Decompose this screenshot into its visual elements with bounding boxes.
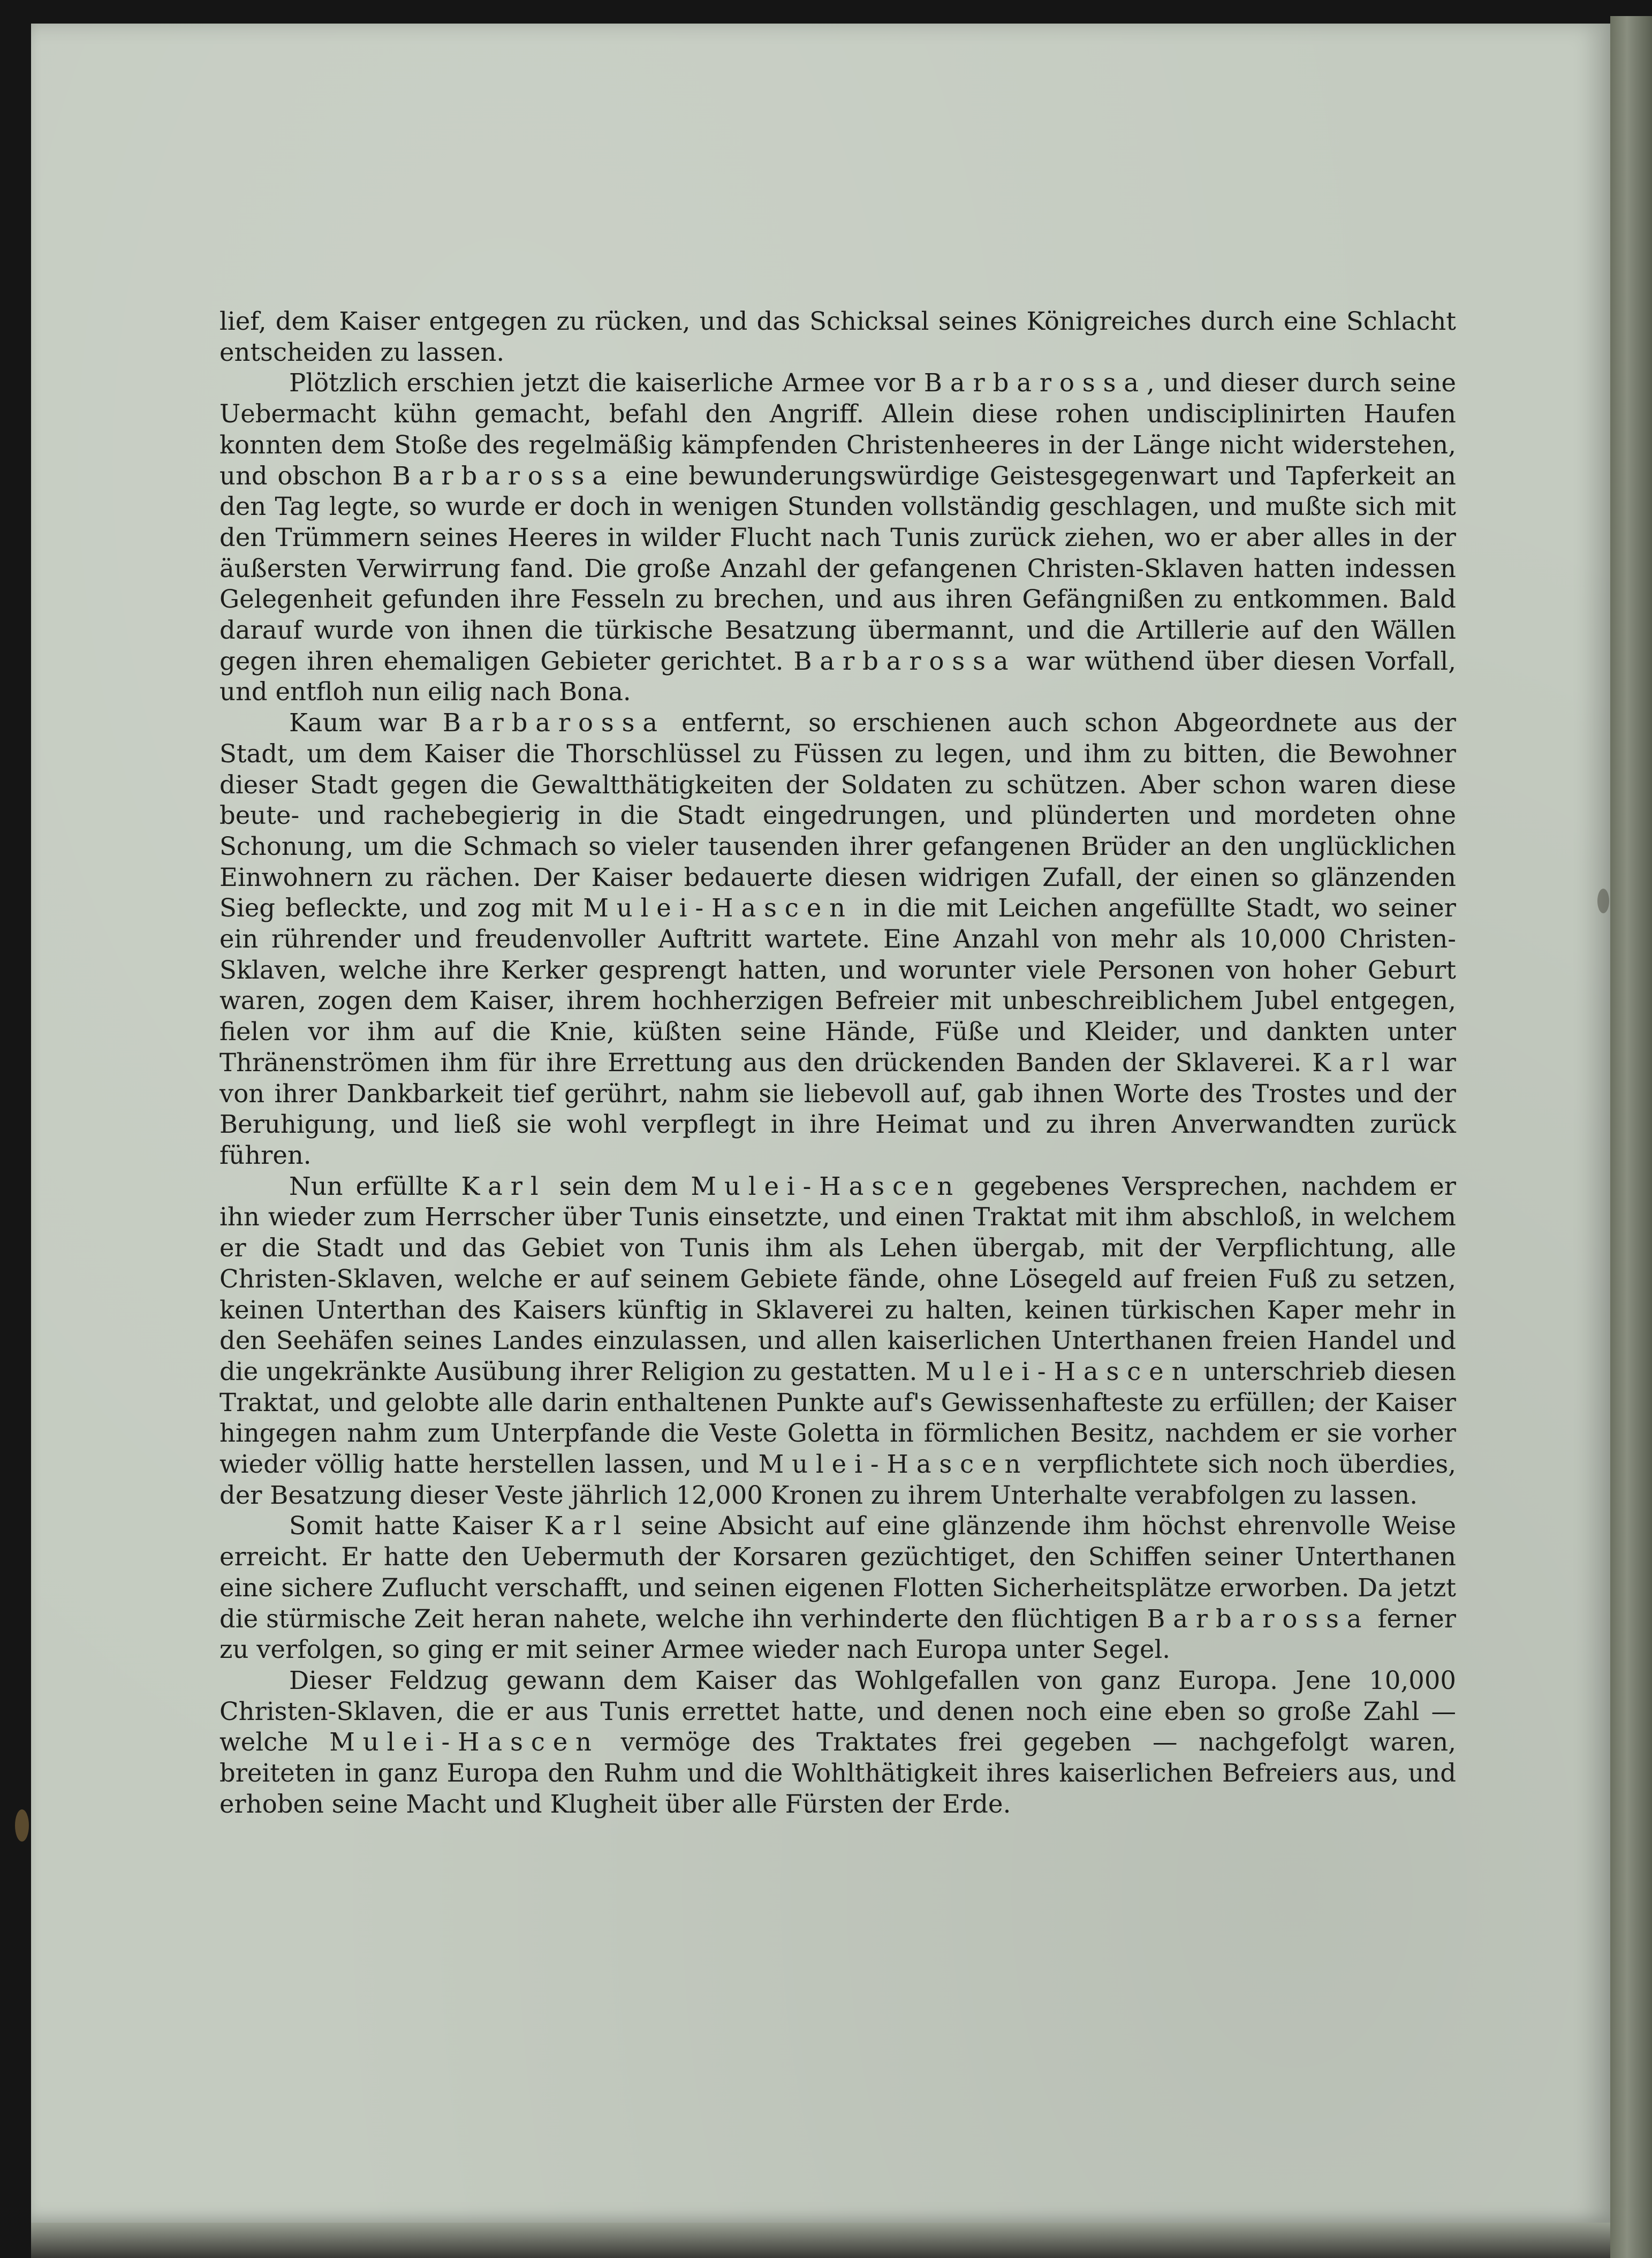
body-text bbox=[219, 306, 1456, 1820]
paragraph bbox=[219, 368, 1456, 708]
text-run: vermöge des Traktates frei gegeben — nachgefolgt waren, breiteten in ganz Europa den Ruhm und die Wohlthätigkeit ihres kaiserlichen Befreiers aus, und erhoben seine Macht und Klugheit über alle Fürsten der Erde. bbox=[219, 1727, 1456, 1818]
spaced-name: Mulei-Hascen bbox=[691, 1171, 961, 1201]
paragraph bbox=[219, 306, 1456, 368]
text-run: Dieser Feldzug gewann dem Kaiser das Wohlgefallen von ganz Europa. Jene 10,000 Christen-Sklaven, die er aus Tunis errettet hatte, und denen noch eine eben so große Zahl — welche bbox=[219, 1665, 1456, 1757]
bottom-edge bbox=[31, 2223, 1610, 2258]
text-run: gegebenes Versprechen, nachdem er ihn wieder zum Herrscher über Tunis einsetzte, und einen Traktat mit ihm abschloß, in welchem er die Stadt und das Gebiet von Tunis ihm als Lehen übergab, mit der Verpflichtung, alle Christen-Sklaven, welche er auf seinem Gebiete fände, ohne Lösegeld auf freien Fuß zu setzen, keinen Unterthan des Kaisers künftig in Sklaverei zu halten, keinen türkischen Kaper mehr in den Seehäfen seines Landes einzulassen, und allen kaiserlichen Unterthanen freien Handel und die ungekränkte Ausübung ihrer Religion zu gestatten. bbox=[219, 1171, 1456, 1386]
paragraph bbox=[219, 1665, 1456, 1820]
text-run: war von ihrer Dankbarkeit tief gerührt, nahm sie liebevoll auf, gab ihnen Worte des Trostes und der Beruhigung, und ließ sie wohl verpflegt in ihre Heimat und zu ihren Anverwandten zurück führen. bbox=[219, 1048, 1456, 1170]
spaced-name: Mulei-Hascen bbox=[925, 1357, 1196, 1386]
text-run: Kaum war bbox=[289, 708, 443, 738]
text-run: war wüthend über diesen Vorfall, und entfloh nun eilig nach Bona. bbox=[219, 646, 1456, 707]
spaced-name: Karl bbox=[1312, 1048, 1398, 1077]
paper-blemish bbox=[1597, 889, 1609, 913]
spaced-name: Barbarossa bbox=[793, 646, 1017, 676]
ink-stain bbox=[15, 1809, 29, 1842]
text-run: ferner zu verfolgen, so ging er mit seiner Armee wieder nach Europa unter Segel. bbox=[219, 1604, 1456, 1664]
paragraph bbox=[219, 708, 1456, 1171]
text-run: , und dieser durch seine Uebermacht kühn gemacht, befahl den Angriff. Allein diese rohen undisciplinirten Haufen konnten dem Stoße des regelmäßig kämpfenden Christenheeres in der Länge nicht widerstehen, und obschon bbox=[219, 368, 1456, 490]
text-run: Nun erfüllte bbox=[289, 1171, 461, 1201]
text-run: sein dem bbox=[546, 1171, 691, 1201]
text-run: lief, dem Kaiser entgegen zu rücken, und das Schicksal seines Königreiches durch eine Schlacht entscheiden zu lassen. bbox=[219, 307, 1456, 367]
spaced-name: Barbarossa bbox=[392, 461, 615, 490]
text-run: Somit hatte Kaiser bbox=[289, 1511, 544, 1541]
text-run: seine Absicht auf eine glänzende ihm höchst ehrenvolle Weise erreicht. Er hatte den Uebermuth der Korsaren gezüchtiget, den Schiffen seiner Unterthanen eine sichere Zuflucht verschafft, und seinen eigenen Flotten Sicherheitsplätze erworben. Da jetzt die stürmische Zeit heran nahete, welche ihn verhinderte den flüchtigen bbox=[219, 1511, 1456, 1633]
spaced-name: Barbarossa bbox=[1147, 1604, 1370, 1633]
text-run: verpflichtete sich noch überdies, der Besatzung dieser Veste jährlich 12,000 Kronen zu ihrem Unterhalte verabfolgen zu lassen. bbox=[219, 1450, 1456, 1510]
text-run: entfernt, so erschienen auch schon Abgeordnete aus der Stadt, um dem Kaiser die Thorschlüssel zu Füssen zu legen, und ihm zu bitten, die Bewohner dieser Stadt gegen die Gewaltthätigkeiten der Soldaten zu schützen. Aber schon waren diese beute- und rachebegierig in die Stadt eingedrungen, und plünderten und mordeten ohne Schonung, um die Schmach so vieler tausenden ihrer gefangenen Brüder an den unglücklichen Einwohnern zu rächen. Der Kaiser bedauerte diesen widrigen Zufall, der einen so glänzenden Sieg befleckte, und zog mit bbox=[219, 708, 1456, 923]
spaced-name: Karl bbox=[461, 1171, 547, 1201]
spaced-name: Mulei-Hascen bbox=[583, 893, 853, 923]
spaced-name: Mulei-Hascen bbox=[329, 1727, 600, 1757]
binding-edge bbox=[1610, 16, 1652, 2258]
spaced-name: Barbarossa bbox=[923, 368, 1147, 398]
text-run: unterschrieb diesen Traktat, und gelobte alle darin enthaltenen Punkte auf's Gewissenhafteste zu erfüllen; der Kaiser hingegen nahm zum Unterpfande die Veste Goletta in förmlichen Besitz, nachdem er sie vorher wieder völlig hatte herstellen lassen, und bbox=[219, 1357, 1456, 1479]
paragraph bbox=[219, 1171, 1456, 1511]
paragraph bbox=[219, 1511, 1456, 1665]
text-run: in die mit Leichen angefüllte Stadt, wo seiner ein rührender und freudenvoller Auftritt wartete. Eine Anzahl von mehr als 10,000 Christen-Sklaven, welche ihre Kerker gesprengt hatten, und worunter viele Personen von hoher Geburt waren, zogen dem Kaiser, ihrem hochherzigen Befreier mit unbeschreiblichem Jubel entgegen, fielen vor ihm auf die Knie, küßten seine Hände, Füße und Kleider, und dankten unter Thränenströmen ihm für ihre Errettung aus den drückenden Banden der Sklaverei. bbox=[219, 893, 1456, 1077]
text-run: eine bewunderungswürdige Geistesgegenwart und Tapferkeit an den Tag legte, so wurde er doch in wenigen Stunden vollständig geschlagen, und mußte sich mit den Trümmern seines Heeres in wilder Flucht nach Tunis zurück ziehen, wo er aber alles in der äußersten Verwirrung fand. Die große Anzahl der gefangenen Christen-Sklaven hatten indessen Gelegenheit gefunden ihre Fesseln zu brechen, und aus ihren Gefängnißen zu entkommen. Bald darauf wurde von ihnen die türkische Besatzung übermannt, und die Artillerie auf den Wällen gegen ihren ehemaligen Gebieter gerichtet. bbox=[219, 461, 1456, 676]
spaced-name: Mulei-Hascen bbox=[758, 1450, 1029, 1479]
spaced-name: Karl bbox=[544, 1511, 630, 1541]
text-run: Plötzlich erschien jetzt die kaiserliche Armee vor bbox=[289, 368, 924, 398]
spaced-name: Barbarossa bbox=[442, 708, 665, 738]
